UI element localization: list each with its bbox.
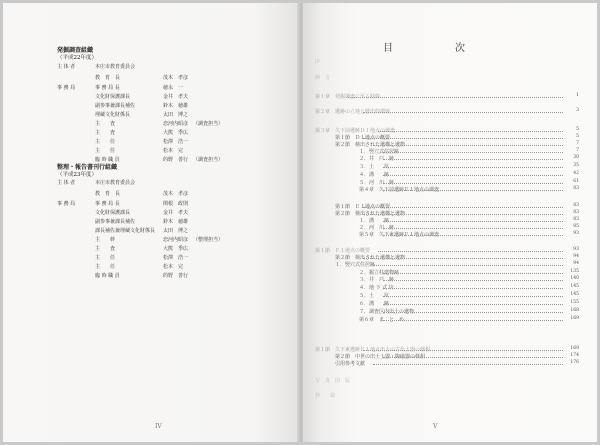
toc-leader-12 bbox=[383, 190, 563, 191]
section2-role-0: 主 体 者 bbox=[57, 180, 76, 186]
section2-name1-2: 事 務 局 長 bbox=[95, 201, 120, 207]
toc-leader-4 bbox=[378, 131, 563, 132]
section1-name2-5: 太田 博之 bbox=[163, 112, 189, 118]
toc-entry-label-22: ３．井 戸 跡 bbox=[359, 277, 395, 283]
toc-page-number-14: 83 bbox=[573, 210, 579, 215]
toc-entry-label-4: 第３章 久下前遺跡Ｄ１地点の調査 bbox=[315, 128, 396, 134]
left-folio: IV bbox=[155, 423, 162, 430]
toc-entry-label-28: 第１節 久下東遺跡Ｆ１地点出土の古代土器の様相 bbox=[315, 347, 431, 353]
right-folio: V bbox=[433, 423, 438, 430]
section1-name2-10: 的野 善行 bbox=[163, 157, 189, 163]
toc-entry-label-8: ２．井 戸 跡 bbox=[359, 156, 395, 162]
toc-page-number-10: 42 bbox=[573, 171, 579, 176]
section2-name1-3: 文化財保護課長 bbox=[95, 210, 131, 216]
toc-leader-24 bbox=[383, 296, 563, 297]
toc-entry-label-32: 抄 録 bbox=[315, 393, 336, 399]
section1-name1-5: 埋蔵文化財係長 bbox=[95, 112, 131, 118]
toc-entry-label-7: １．竪穴式住居跡 bbox=[359, 149, 400, 155]
toc-leader-21 bbox=[383, 273, 563, 274]
section1-name2-3: 金井 孝夫 bbox=[163, 94, 189, 100]
toc-page-number-12: 83 bbox=[573, 186, 579, 191]
toc-page-number-23: 145 bbox=[570, 284, 579, 289]
toc-page-number-22: 140 bbox=[570, 276, 579, 281]
section2-name2-9: 松本 完 bbox=[163, 264, 184, 270]
section1-name1-0: 本庄市教育委員会 bbox=[95, 64, 136, 70]
section1-name2-2: 徳永 一 bbox=[163, 85, 184, 91]
toc-leader-5 bbox=[363, 138, 563, 139]
toc-entry-label-29: 第２節 中世の出土土器・陶磁器の様相 bbox=[335, 354, 426, 360]
toc-page-number-7: 7 bbox=[576, 148, 579, 153]
toc-page-number-20: 94 bbox=[573, 261, 579, 266]
section1-name2-8: 松澤 浩一 bbox=[163, 139, 189, 145]
toc-leader-19 bbox=[363, 258, 563, 259]
toc-page-number-27: 169 bbox=[570, 316, 579, 321]
section2-name1-6: 主 幹 bbox=[95, 237, 116, 243]
section1-name1-9: 主 任 bbox=[95, 148, 116, 154]
toc-page-number-8: 30 bbox=[573, 155, 579, 160]
section1-name2-7: 大熊 季広 bbox=[163, 130, 189, 136]
toc-leader-30 bbox=[373, 364, 563, 365]
section2-name2-7: 大熊 季広 bbox=[163, 246, 189, 252]
toc-page-number-28: 169 bbox=[570, 346, 579, 351]
toc-page-number-30: 176 bbox=[570, 360, 579, 365]
toc-page-number-11: 61 bbox=[573, 179, 579, 184]
toc-entry-label-11: ５．河 川 跡 bbox=[359, 180, 395, 186]
toc-entry-label-31: 写 真 図 版 bbox=[315, 378, 351, 384]
toc-entry-label-20: １．竪穴式住居跡 bbox=[335, 262, 376, 268]
toc-entry-label-6: 第２節 検出された遺構と遺物 bbox=[335, 142, 406, 148]
section1-name1-10: 臨 時 職 員 bbox=[95, 157, 120, 163]
section2-title: 整理・報告書刊行組織 bbox=[57, 164, 118, 171]
toc-leader-9 bbox=[383, 167, 563, 168]
toc-page-number-26: 168 bbox=[570, 308, 579, 313]
section1-name1-6: 主 査 bbox=[95, 121, 116, 127]
toc-leader-7 bbox=[383, 152, 563, 153]
toc-leader-28 bbox=[363, 350, 563, 351]
toc-entry-label-1: 例 言 bbox=[315, 75, 331, 81]
toc-leader-29 bbox=[383, 357, 563, 358]
toc-leader-22 bbox=[383, 280, 563, 281]
toc-entry-label-16: ２．河 川 跡 bbox=[359, 225, 395, 231]
section2-role-2: 事 務 局 bbox=[57, 201, 76, 207]
toc-page-number-24: 145 bbox=[570, 292, 579, 297]
toc-page-number-19: 94 bbox=[573, 254, 579, 259]
section2-name1-4: 副参事兼課長補佐 bbox=[95, 219, 136, 225]
toc-entry-label-2: 第１章 発掘調査に至る経緯 bbox=[315, 94, 381, 100]
section1-name1-4: 副参事兼課長補佐 bbox=[95, 103, 136, 109]
toc-leader-2 bbox=[348, 97, 563, 98]
toc-leader-27 bbox=[383, 320, 563, 321]
toc-entry-label-0: 序 bbox=[315, 59, 321, 65]
toc-entry-label-23: ４．地 下 式 坑 bbox=[359, 285, 394, 291]
toc-page-number-6: 7 bbox=[576, 141, 579, 146]
toc-leader-10 bbox=[383, 175, 563, 176]
toc-leader-18 bbox=[378, 251, 563, 252]
toc-leader-11 bbox=[383, 183, 563, 184]
section2-subtitle: （平成23年度） bbox=[57, 172, 97, 178]
toc-page-number-21: 135 bbox=[570, 269, 579, 274]
toc-leader-3 bbox=[363, 112, 563, 113]
section2-name1-9: 主 任 bbox=[95, 264, 116, 270]
section2-name1-7: 主 査 bbox=[95, 246, 116, 252]
toc-entry-label-24: ５．土 坑 bbox=[359, 293, 390, 299]
section2-name2-6: 恋河内昭彦 bbox=[163, 237, 189, 243]
toc-page-number-4: 5 bbox=[576, 127, 579, 132]
section2-name1-1: 教 育 長 bbox=[95, 191, 121, 197]
section1-name1-3: 文化財保護課長 bbox=[95, 94, 131, 100]
toc-leader-23 bbox=[383, 288, 563, 289]
toc-entry-label-25: ６．溝 跡 bbox=[359, 301, 390, 307]
section2-name2-8: 松澤 浩一 bbox=[163, 255, 189, 261]
section1-role-0: 主 体 者 bbox=[57, 64, 76, 70]
toc-page-number-2: 1 bbox=[576, 93, 579, 98]
section1-name2-4: 鈴木 徳雄 bbox=[163, 103, 189, 109]
toc-entry-label-18: 第１節 Ｆ１地点の概要 bbox=[315, 248, 371, 254]
toc-page-number-29: 174 bbox=[570, 353, 579, 358]
toc-leader-8 bbox=[383, 159, 563, 160]
section2-name2-10: 的野 善行 bbox=[163, 273, 189, 279]
section1-role-2: 事 務 局 bbox=[57, 85, 76, 91]
toc-entry-label-30: 引用参考文献 bbox=[335, 361, 366, 367]
toc-entry-label-13: 第１節 Ｅ１地点の概要 bbox=[335, 204, 391, 210]
toc-page-number-5: 5 bbox=[576, 134, 579, 139]
toc-leader-26 bbox=[383, 312, 563, 313]
toc-page-number-17: 93 bbox=[573, 231, 579, 236]
toc-entry-label-15: １．溝 跡 bbox=[359, 218, 390, 224]
toc-entry-label-14: 第２節 検出された遺構と遺物 bbox=[335, 211, 406, 217]
toc-page-number-9: 35 bbox=[573, 163, 579, 168]
section1-name1-7: 主 査 bbox=[95, 130, 116, 136]
toc-entry-label-5: 第１節 Ｄ１地点の概要 bbox=[335, 135, 391, 141]
toc-leader-16 bbox=[383, 228, 563, 229]
section2-name2-2: 関根 政則 bbox=[163, 201, 189, 207]
section2-name2-5: 太田 博之 bbox=[163, 228, 189, 234]
toc-leader-25 bbox=[383, 304, 563, 305]
toc-entry-label-3: 第２章 遺跡の立地と歴史的環境 bbox=[315, 109, 391, 115]
section1-name2-1: 茂木 孝彦 bbox=[163, 75, 189, 81]
toc-page-number-25: 155 bbox=[570, 300, 579, 305]
section1-note-10: （調査担当） bbox=[193, 157, 224, 163]
toc-entry-label-26: ７．調査区内出土の遺物 bbox=[359, 309, 415, 315]
section1-name2-9: 松本 完 bbox=[163, 148, 184, 154]
section1-name1-2: 事 務 局 長 bbox=[95, 85, 120, 91]
toc-entry-label-9: ３．土 坑 bbox=[359, 164, 390, 170]
book-spread bbox=[3, 3, 597, 442]
section1-name1-1: 教 育 長 bbox=[95, 75, 121, 81]
toc-page-number-18: 93 bbox=[573, 247, 579, 252]
toc-entry-label-19: 第２節 検出された遺構と遺物 bbox=[335, 255, 406, 261]
toc-page-number-15: 83 bbox=[573, 217, 579, 222]
toc-page-number-3: 3 bbox=[576, 108, 579, 113]
toc-entry-label-21: ２．掘立柱建物跡 bbox=[359, 270, 400, 276]
section1-title: 発掘調査組織 bbox=[57, 47, 94, 54]
section2-note-6: （整理担当） bbox=[193, 237, 224, 243]
section1-name2-6: 恋河内昭彦 bbox=[163, 121, 189, 127]
toc-entry-label-17: 第５章 久下東遺跡Ｆ１地点の調査 bbox=[359, 232, 440, 238]
left-page bbox=[3, 3, 299, 442]
toc-leader-6 bbox=[373, 145, 563, 146]
section2-name1-8: 主 任 bbox=[95, 255, 116, 261]
section2-name1-5: 課長補佐兼埋蔵文化財係長 bbox=[95, 228, 156, 234]
section1-note-6: （調査担当） bbox=[193, 121, 224, 127]
section2-name1-0: 本庄市教育委員会 bbox=[95, 180, 136, 186]
toc-page-number-16: 85 bbox=[573, 224, 579, 229]
toc-page-number-13: 83 bbox=[573, 203, 579, 208]
section2-name2-4: 鈴木 徳雄 bbox=[163, 219, 189, 225]
toc-leader-15 bbox=[383, 221, 563, 222]
section2-name1-10: 臨 時 職 員 bbox=[95, 273, 120, 279]
toc-leader-20 bbox=[373, 265, 563, 266]
toc-entry-label-12: 第４章 久下前遺跡Ｅ１地点の調査 bbox=[359, 187, 440, 193]
section1-subtitle: （平成22年度） bbox=[57, 55, 97, 61]
toc-leader-13 bbox=[363, 207, 563, 208]
toc-leader-17 bbox=[383, 235, 563, 236]
toc-leader-14 bbox=[363, 214, 563, 215]
section1-name1-8: 主 任 bbox=[95, 139, 116, 145]
section2-name2-1: 茂木 孝彦 bbox=[163, 191, 189, 197]
section2-name2-3: 金井 孝夫 bbox=[163, 210, 189, 216]
toc-entry-label-10: ４．溝 跡 bbox=[359, 172, 390, 178]
toc-title: 目 次 bbox=[383, 43, 479, 54]
toc-entry-label-27: 第６章 ま と め bbox=[359, 317, 405, 323]
